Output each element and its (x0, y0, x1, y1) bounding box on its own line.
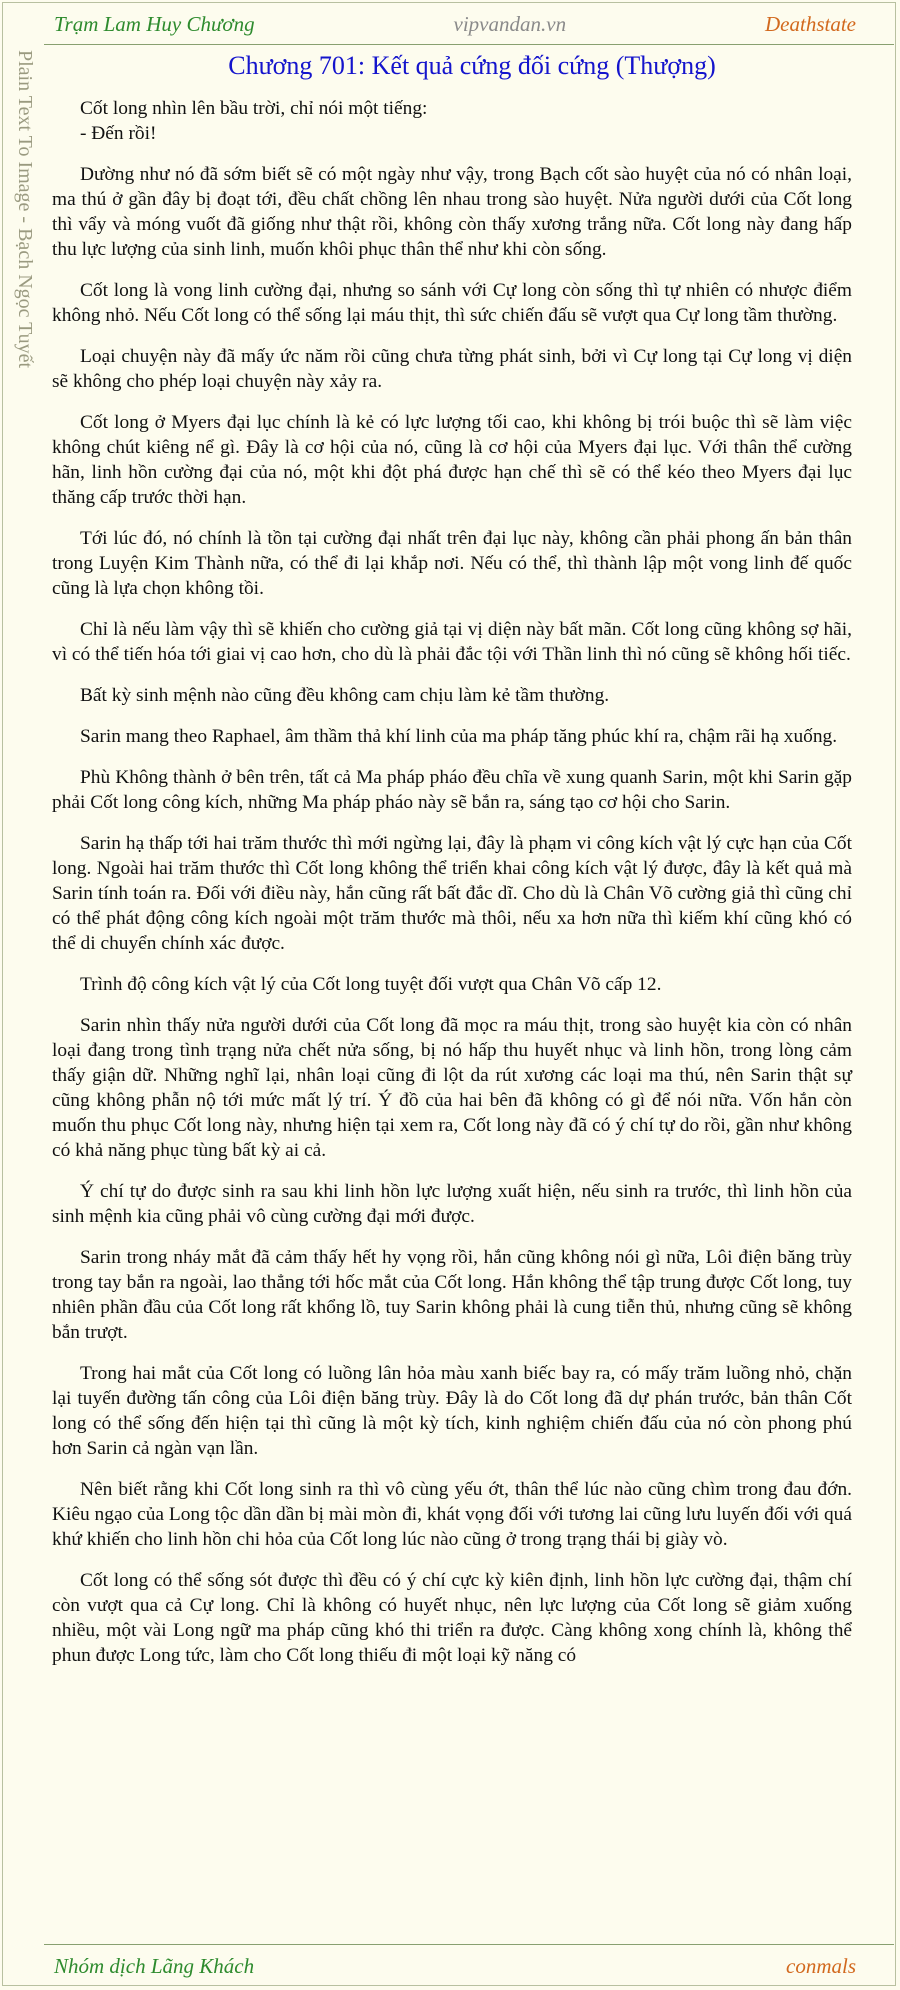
paragraph: Phù Không thành ở bên trên, tất cả Ma pháp pháo đều chĩa về xung quanh Sarin, một khi Sarin gặp phải Cốt long công kích, những Ma pháp pháo này sẽ bắn ra, sáng tạo cơ hội cho Sarin. (52, 767, 852, 813)
paragraph: Sarin mang theo Raphael, âm thầm thả khí linh của ma pháp tăng phúc khí ra, chậm rãi hạ xuống. (80, 726, 838, 747)
page-footer (0, 1944, 900, 1988)
sidebar-watermark: Plain Text To Image - Bạch Ngọc Tuyết (14, 50, 36, 369)
header-book-title: Deathstate (765, 11, 856, 36)
footer-translator-group: Nhóm dịch Lãng Khách (54, 1953, 255, 1978)
paragraph: Cốt long ở Myers đại lục chính là kẻ có lực lượng tối cao, khi không bị trói buộc thì sẽ làm việc không chút kiêng nể gì. Đây là cơ hội của nó, cũng là cơ hội của Myers đại lục. Với thân thể cường hãn, linh hồn cường đại của nó, một khi đột phá được hạn chế thì sẽ có thể kéo theo Myers đại lục thăng cấp trước thời hạn. (52, 412, 852, 508)
header-url[interactable]: vipvandan.vn (453, 11, 567, 36)
header-divider (44, 44, 894, 45)
paragraph: Loại chuyện này đã mấy ức năm rồi cũng chưa từng phát sinh, bởi vì Cự long tại Cự long vị diện sẽ không cho phép loại chuyện này xảy ra. (52, 346, 852, 392)
paragraph: Trong hai mắt của Cốt long có luồng lân hỏa màu xanh biếc bay ra, có mấy trăm luồng nhỏ, chặn lại tuyến đường tấn công của Lôi điện băng trùy. Đây là do Cốt long đã dự phán trước, bản thân Cốt long có thể sống đến hiện tại thì cũng là một kỳ tích, kinh nghiệm chiến đấu của nó còn phong phú hơn Sarin cả ngàn vạn lần. (52, 1363, 852, 1459)
paragraph: Sarin trong nháy mắt đã cảm thấy hết hy vọng rồi, hắn cũng không nói gì nữa, Lôi điện băng trùy trong tay bắn ra ngoài, lao thẳng tới hốc mắt của Cốt long. Hắn không thể tập trung được Cốt long, tuy nhiên phần đầu của Cốt long rất khổng lồ, tuy Sarin không phải là cung tiễn thủ, nhưng cũng sẽ không bắn trượt. (52, 1247, 852, 1343)
paragraph: Bất kỳ sinh mệnh nào cũng đều không cam chịu làm kẻ tầm thường. (80, 685, 610, 706)
paragraph: Cốt long là vong linh cường đại, nhưng so sánh với Cự long còn sống thì tự nhiên có nhược điểm không nhỏ. Nếu Cốt long có thể sống lại máu thịt, thì sức chiến đấu sẽ vượt qua Cự long tầm thường. (52, 280, 852, 326)
footer-uploader: conmals (786, 1953, 856, 1978)
header-site-name: Trạm Lam Huy Chương (54, 11, 255, 36)
paragraph: Sarin nhìn thấy nửa người dưới của Cốt long đã mọc ra máu thịt, trong sào huyệt kia còn có nhân loại đang trong tình trạng nửa chết nửa sống, bị nó hấp thu huyết nhục và linh hồn, trong lòng cảm thấy giận dữ. Những nghĩ lại, nhân loại cũng đi lột da rút xương các loại ma thú, nên Sarin thật sự cũng không phẫn nộ tới mức mất lý trí. Ý đồ của hai bên đã không có gì để nói nữa. Vốn hắn còn muốn thu phục Cốt long này, nhưng hiện tại xem ra, Cốt long này đã có ý chí tự do rồi, gần như không có khả năng phục tùng bất kỳ ai cả. (52, 1015, 852, 1161)
paragraph: Cốt long có thể sống sót được thì đều có ý chí cực kỳ kiên định, linh hồn lực cường đại, thậm chí còn vượt qua cả Cự long. Chỉ là không có huyết nhục, nên lực lượng của Cốt long sẽ giảm xuống nhiều, một vài Long ngữ ma pháp cũng khó thi triển ra được. Càng không xong chính là, không thể phun được Long tức, làm cho Cốt long thiếu đi một loại kỹ năng có (52, 1570, 852, 1666)
paragraph: Dường như nó đã sớm biết sẽ có một ngày như vậy, trong Bạch cốt sào huyệt của nó có nhân loại, ma thú ở gần đây bị đoạt tới, đều chất chồng lên nhau trong sào huyệt. Nửa người dưới của Cốt long thì vẩy và móng vuốt đã giống như thật rồi, không còn thấy xương trắng nữa. Cốt long này đang hấp thu lực lượng của sinh linh, muốn khôi phục thân thể như khi còn sống. (52, 164, 852, 260)
paragraph: - Đến rồi! (80, 123, 157, 144)
chapter-content (52, 96, 852, 1684)
paragraph: Chỉ là nếu làm vậy thì sẽ khiến cho cường giả tại vị diện này bất mãn. Cốt long cũng không sợ hãi, vì có thể tiến hóa tới giai vị cao hơn, cho dù là phải đắc tội với Thần linh thì nó cũng sẽ không hối tiếc. (52, 619, 852, 665)
paragraph: Sarin hạ thấp tới hai trăm thước thì mới ngừng lại, đây là phạm vi công kích vật lý cực hạn của Cốt long. Ngoài hai trăm thước thì Cốt long không thể triển khai công kích vật lý được, đây là kết quả mà Sarin tính toán ra. Đối với điều này, hắn cũng rất bất đắc dĩ. Cho dù là Chân Võ cường giả thì cũng chỉ có thể phát động công kích ngoài một trăm thước mà thôi, nếu xa hơn nữa thì kiếm khí cũng khó có thể di chuyển chính xác được. (52, 833, 852, 954)
chapter-title: Chương 701: Kết quả cứng đối cứng (Thượng) (228, 51, 716, 80)
page-header (0, 2, 900, 46)
paragraph: Tới lúc đó, nó chính là tồn tại cường đại nhất trên đại lục này, không cần phải phong ấn bản thân trong Luyện Kim Thành nữa, có thể đi lại khắp nơi. Nếu có thể, thì thành lập một vong linh đế quốc cũng là lựa chọn không tồi. (52, 528, 852, 599)
paragraph: Cốt long nhìn lên bầu trời, chỉ nói một tiếng: (80, 98, 428, 119)
paragraph: Ý chí tự do được sinh ra sau khi linh hồn lực lượng xuất hiện, nếu sinh ra trước, thì linh hồn của sinh mệnh kia cũng phải vô cùng cường đại mới được. (52, 1181, 852, 1227)
paragraph: Trình độ công kích vật lý của Cốt long tuyệt đối vượt qua Chân Võ cấp 12. (80, 974, 662, 995)
paragraph: Nên biết rằng khi Cốt long sinh ra thì vô cùng yếu ớt, thân thể lúc nào cũng chìm trong đau đớn. Kiêu ngạo của Long tộc dần dần bị mài mòn đi, khát vọng đối với tương lai cũng lưu luyến đối với quá khứ khiến cho linh hồn chi hỏa của Cốt long lúc nào cũng ở trong trạng thái bị giày vò. (52, 1479, 852, 1550)
